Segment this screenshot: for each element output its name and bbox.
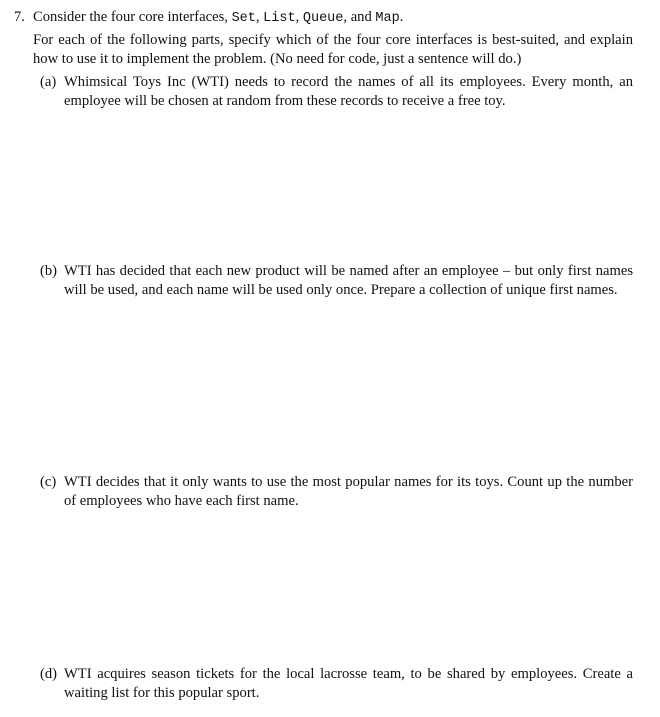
part-text: WTI decides that it only wants to use the most popular names for its toys. Count up the number of employees who have each first name.	[64, 474, 633, 509]
part-text: Whimsical Toys Inc (WTI) needs to record the names of all its employees. Every month, an employee will be chosen at random from these records to receive a free toy.	[64, 74, 633, 109]
separator: ,	[255, 9, 264, 25]
question-instructions: For each of the following parts, specify which of the four core interfaces is best-suited, and explain how to use it to implement the problem. (No need for code, just a sentence will do.)	[33, 32, 633, 67]
part-a	[40, 73, 633, 111]
question-number: 7.	[14, 9, 25, 25]
heading-prefix: Consider the four core interfaces,	[33, 9, 232, 25]
part-c	[40, 473, 633, 511]
part-label: (c)	[40, 474, 57, 490]
part-text: WTI has decided that each new product will be named after an employee – but only first names will be used, and each name will be used only once. Prepare a collection of unique first names.	[64, 263, 633, 298]
period: .	[399, 9, 404, 25]
part-label: (b)	[40, 263, 58, 279]
interface-set: Set	[231, 11, 256, 26]
question-heading	[33, 8, 633, 28]
part-label: (d)	[40, 666, 58, 682]
part-b	[40, 262, 633, 300]
interface-map: Map	[375, 11, 400, 26]
separator: ,	[295, 9, 303, 25]
part-text: WTI acquires season tickets for the local lacrosse team, to be shared by employees. Create a waiting list for this popular sport.	[64, 666, 633, 701]
separator: , and	[343, 9, 376, 25]
part-d	[40, 665, 633, 703]
interface-queue: Queue	[302, 11, 344, 26]
part-label: (a)	[40, 74, 57, 90]
interface-list: List	[263, 11, 296, 26]
